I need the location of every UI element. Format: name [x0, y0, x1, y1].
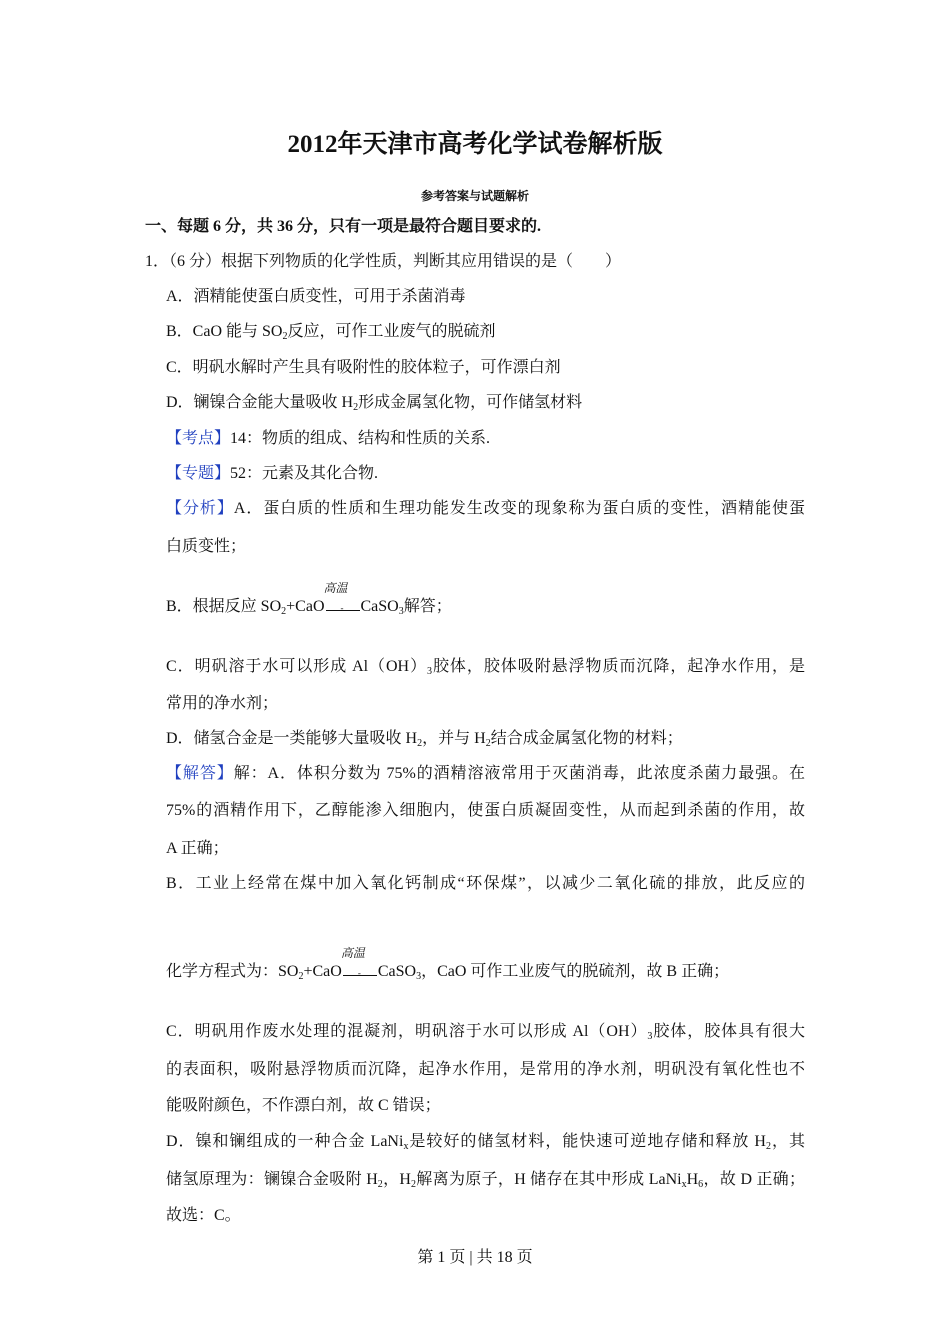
answer-line [166, 1096, 441, 1116]
answer-line [166, 1060, 805, 1080]
subscript: x [403, 1141, 409, 1152]
option-d [166, 393, 582, 413]
text-run: CaSO [360, 598, 399, 615]
subscript: 3 [427, 666, 433, 677]
text-run: B．CaO 能与 SO [166, 323, 283, 340]
text-run: C．明矾溶于水可以形成 Al（OH） [166, 658, 428, 675]
text-run: 14：物质的组成、结构和性质的关系. [230, 430, 491, 447]
text-run: ，H [382, 1171, 411, 1188]
text-run: C．明矾水解时产生具有吸附性的胶体粒子，可作漂白剂 [166, 359, 561, 376]
reaction-mark: - [340, 603, 344, 613]
section-heading [145, 217, 541, 237]
subscript: 2 [485, 738, 491, 749]
document-subtitle: 参考答案与试题解析 [420, 189, 529, 203]
text-run: B．工业上经常在煤中加入氧化钙制成“环保煤”，以减少二氧化硫的排放，此反应的 [166, 875, 805, 892]
analysis-line [166, 729, 683, 749]
subscript: 3 [398, 606, 404, 617]
text-run: 储氢原理为：镧镍合金吸附 H [166, 1171, 378, 1188]
answer-conclusion [166, 1206, 241, 1226]
subscript: 2 [353, 402, 359, 413]
section-tag: 【解答】 [166, 765, 234, 782]
text-run: 化学方程式为：SO [166, 963, 299, 980]
answer-line [166, 801, 805, 821]
text-run: ，CaO 可作工业废气的脱硫剂，故 B 正确； [421, 963, 730, 980]
reaction-mark: - [357, 968, 361, 978]
text-run: D．镧镍合金能大量吸收 H [166, 394, 354, 411]
subscript: 3 [416, 971, 422, 982]
analysis-line [166, 657, 805, 677]
subscript: 6 [698, 1179, 704, 1190]
subscript: 2 [417, 738, 423, 749]
text-run: 结合成金属氢化物的材料； [490, 730, 683, 747]
subscript: x [681, 1179, 687, 1190]
text-run: D．镍和镧组成的一种合金 LaNi [166, 1133, 404, 1150]
text-run: 胶体，胶体具有很大 [652, 1023, 805, 1040]
subscript: 2 [281, 606, 287, 617]
answer-line [166, 1022, 805, 1042]
text-run: CaSO [377, 963, 417, 980]
text-run: A．酒精能使蛋白质变性，可用于杀菌消毒 [166, 288, 466, 305]
text-run: 75%的酒精作用下，乙醇能渗入细胞内，使蛋白质凝固变性，从而起到杀菌的作用，故 [166, 802, 805, 819]
answer-line [166, 764, 805, 784]
section-tag: 【专题】 [166, 465, 231, 482]
question-stem [145, 252, 621, 272]
text-run: D．储氢合金是一类能够大量吸收 H [166, 730, 418, 747]
kaodian-line [166, 429, 490, 449]
document-title: 2012年天津市高考化学试卷解析版 [287, 131, 663, 158]
text-run: 解：A．体积分数为 75%的酒精溶液常用于灭菌消毒，此浓度杀菌力最强。在 [233, 765, 805, 782]
text-run: 形成金属氢化物，可作储氢材料 [358, 394, 583, 411]
analysis-line [166, 499, 805, 519]
text-run: A．蛋白质的性质和生理功能发生改变的现象称为蛋白质的变性，酒精能使蛋 [233, 500, 805, 517]
text-run: 解离为原子，H 储存在其中形成 LaNi [415, 1171, 682, 1188]
reaction-arrow [323, 581, 360, 613]
text-run: 一、每题 6 分，共 36 分，只有一项是最符合题目要求的. [145, 218, 542, 235]
zhuanti-line [166, 464, 378, 484]
reaction-condition: 高温 [340, 946, 365, 960]
text-run: 52：元素及其化合物. [230, 465, 379, 482]
text-run: B．根据反应 SO [166, 598, 282, 615]
text-run: 1．（6 分）根据下列物质的化学性质，判断其应用错误的是（ ） [145, 253, 622, 270]
text-run: 反应，可作工业废气的脱硫剂 [287, 323, 496, 340]
page-footer: 第 1 页 | 共 18 页 [417, 1249, 533, 1266]
text-run: +CaO [286, 598, 325, 615]
section-tag: 【分析】 [166, 500, 234, 517]
answer-line [166, 874, 805, 894]
answer-line [166, 839, 229, 859]
text-run: C．明矾用作废水处理的混凝剂，明矾溶于水可以形成 Al（OH） [166, 1023, 648, 1040]
subscript: 2 [377, 1179, 383, 1190]
text-run: ，其 [770, 1133, 805, 1150]
text-run: 解答； [403, 598, 452, 615]
analysis-line [166, 694, 278, 714]
reaction-arrow [340, 946, 377, 978]
subscript: 3 [647, 1031, 653, 1042]
subscript: 2 [282, 331, 288, 342]
option-b [166, 322, 495, 342]
text-run: 胶体，胶体吸附悬浮物质而沉降，起净水作用，是 [432, 658, 805, 675]
text-run: 是较好的储氢材料，能快速可逆地存储和释放 H [408, 1133, 766, 1150]
text-run: H [686, 1171, 699, 1188]
subscript: 2 [765, 1141, 771, 1152]
text-run: 的表面积，吸附悬浮物质而沉降，起净水作用，是常用的净水剂，明矾没有氧化性也不 [166, 1061, 805, 1078]
subscript: 2 [298, 971, 304, 982]
option-a [166, 287, 466, 307]
analysis-equation-line [166, 581, 452, 617]
answer-equation-line [166, 946, 730, 982]
reaction-condition: 高温 [323, 581, 348, 595]
text-run: 常用的净水剂； [166, 695, 279, 712]
text-run: +CaO [303, 963, 342, 980]
answer-line [166, 1132, 805, 1152]
text-run: 能吸附颜色，不作漂白剂，故 C 错误； [166, 1097, 441, 1114]
text-run: ，故 D 正确； [703, 1171, 805, 1188]
text-run: 白质变性； [166, 538, 247, 555]
answer-line [166, 1170, 805, 1190]
text-run: ，并与 H [422, 730, 486, 747]
text-run: 故选：C。 [166, 1207, 241, 1224]
text-run: A 正确； [166, 840, 229, 857]
analysis-line [166, 537, 246, 557]
option-c [166, 358, 561, 378]
subscript: 2 [410, 1179, 416, 1190]
section-tag: 【考点】 [166, 430, 231, 447]
